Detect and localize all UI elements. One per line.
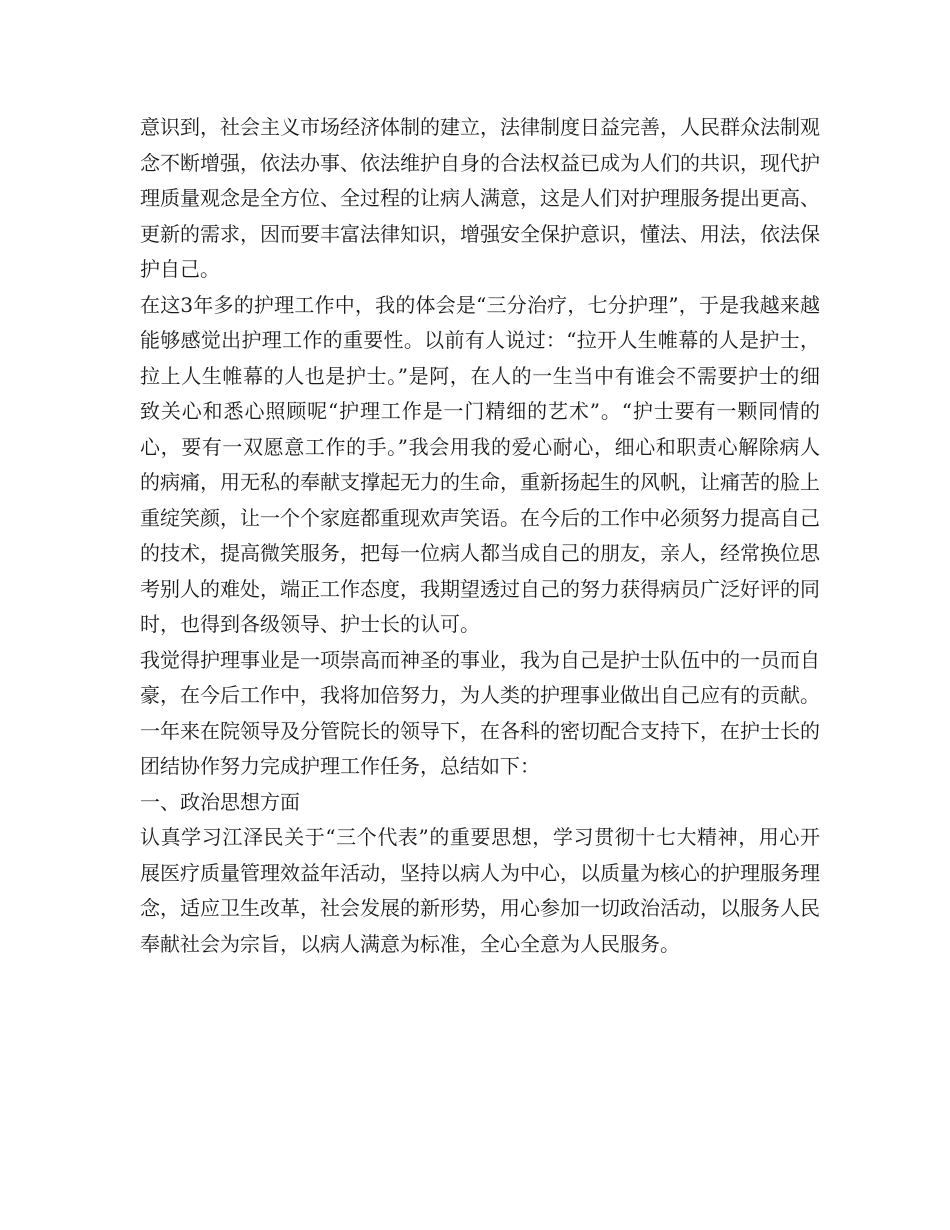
paragraph-career-pride: 我觉得护理事业是一项崇高而神圣的事业，我为自己是护士队伍中的一员而自豪，在今后工作中，我将加倍努力，为人类的护理事业做出自己应有的贡献。: [140, 647, 820, 707]
document-body: [140, 110, 820, 962]
paragraph-political-study: 认真学习江泽民关于“三个代表”的重要思想，学习贯彻十七大精神，用心开展医疗质量管理效益年活动，坚持以病人为中心，以质量为核心的护理服务理念，适应卫生改革，社会发展的新形势，用心参加一切政治活动，以服务人民奉献社会为宗旨，以病人满意为标准，全心全意为人民服务。: [140, 825, 820, 956]
paragraph-year-summary-intro: 一年来在院领导及分管院长的领导下，在各科的密切配合支持下，在护士长的团结协作努力完成护理工作任务，总结如下：: [140, 718, 820, 778]
section-heading-political: 一、政治思想方面: [140, 789, 300, 814]
paragraph-awareness: 意识到，社会主义市场经济体制的建立，法律制度日益完善，人民群众法制观念不断增强，依法办事、依法维护自身的合法权益已成为人们的共识，现代护理质量观念是全方位、全过程的让病人满意，这是人们对护理服务提出更高、更新的需求，因而要丰富法律知识，增强安全保护意识，懂法、用法，依法保护自己。: [140, 115, 820, 281]
paragraph-nursing-experience: 在这3年多的护理工作中，我的体会是“三分治疗，七分护理”，于是我越来越能够感觉出护理工作的重要性。以前有人说过：“拉开人生帷幕的人是护士，拉上人生帷幕的人也是护士。”是阿，在人的一生当中有谁会不需要护士的细致关心和悉心照顾呢“护理工作是一门精细的艺术”。“护士要有一颗同情的心，要有一双愿意工作的手。”我会用我的爱心耐心，细心和职责心解除病人的病痛，用无私的奉献支撑起无力的生命，重新扬起生的风帆，让痛苦的脸上重绽笑颜，让一个个家庭都重现欢声笑语。在今后的工作中必须努力提高自己的技术，提高微笑服务，把每一位病人都当成自己的朋友，亲人，经常换位思考别人的难处，端正工作态度，我期望透过自己的努力获得病员广泛好评的同时，也得到各级领导、护士长的认可。: [140, 292, 820, 636]
